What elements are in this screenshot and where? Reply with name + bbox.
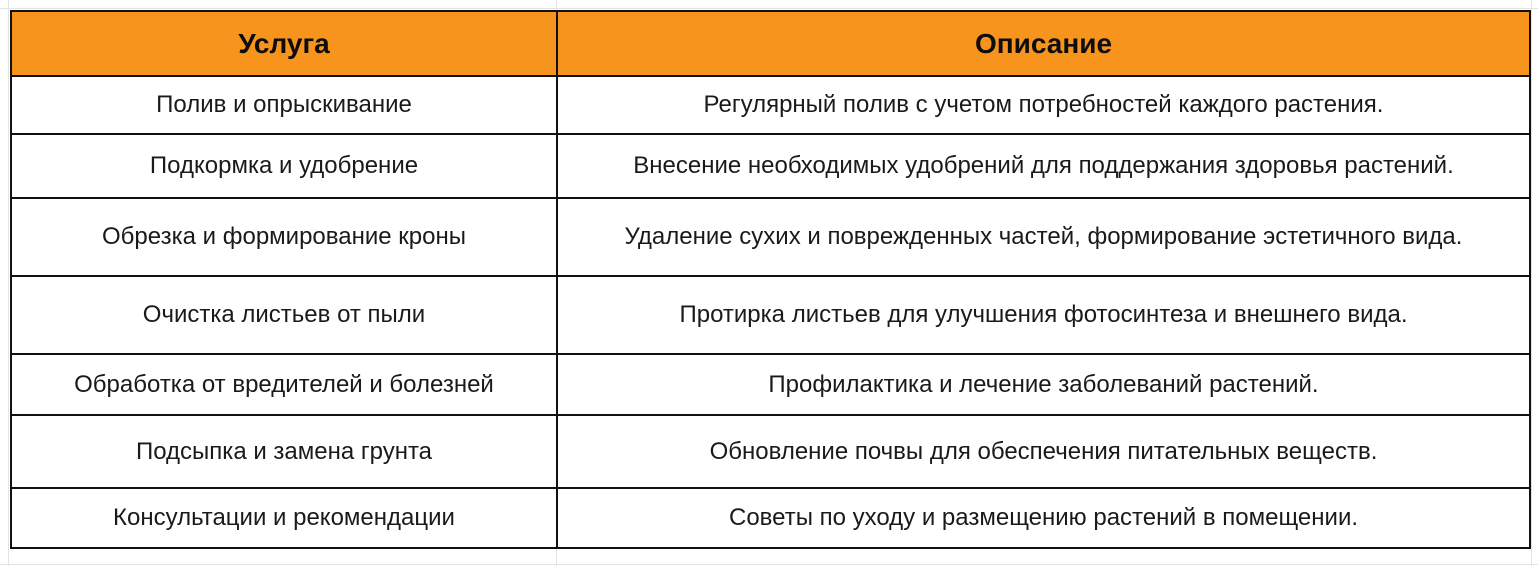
header-row (11, 11, 1530, 76)
description-cell[interactable]: Обновление почвы для обеспечения питательных веществ. (557, 415, 1530, 488)
table-row (11, 354, 1530, 415)
table-row (11, 198, 1530, 276)
description-cell[interactable]: Регулярный полив с учетом потребностей каждого растения. (557, 76, 1530, 134)
services-table (10, 10, 1531, 549)
description-cell[interactable]: Советы по уходу и размещению растений в помещении. (557, 488, 1530, 548)
table-row (11, 76, 1530, 134)
table-row (11, 134, 1530, 198)
service-cell[interactable]: Консультации и рекомендации (11, 488, 557, 548)
service-cell[interactable]: Обрезка и формирование кроны (11, 198, 557, 276)
service-cell[interactable]: Подкормка и удобрение (11, 134, 557, 198)
description-cell[interactable]: Удаление сухих и поврежденных частей, формирование эстетичного вида. (557, 198, 1530, 276)
header-service[interactable]: Услуга (11, 11, 557, 76)
table-row (11, 415, 1530, 488)
description-cell[interactable]: Профилактика и лечение заболеваний растений. (557, 354, 1530, 415)
table-row (11, 276, 1530, 354)
table-row (11, 488, 1530, 548)
header-description[interactable]: Описание (557, 11, 1530, 76)
service-cell[interactable]: Очистка листьев от пыли (11, 276, 557, 354)
description-cell[interactable]: Протирка листьев для улучшения фотосинтеза и внешнего вида. (557, 276, 1530, 354)
service-cell[interactable]: Подсыпка и замена грунта (11, 415, 557, 488)
description-cell[interactable]: Внесение необходимых удобрений для поддержания здоровья растений. (557, 134, 1530, 198)
service-cell[interactable]: Полив и опрыскивание (11, 76, 557, 134)
service-cell[interactable]: Обработка от вредителей и болезней (11, 354, 557, 415)
